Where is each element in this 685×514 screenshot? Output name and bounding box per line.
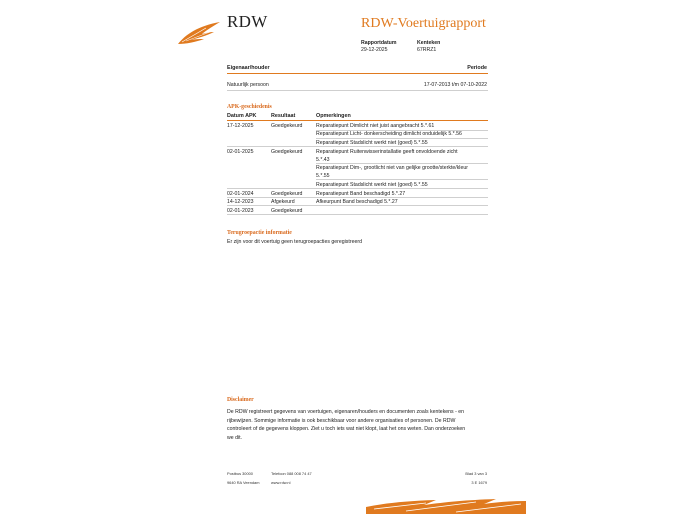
footer-code: 3 E 1679 [471,480,487,485]
apk-row-remark: Reparatiepunt Band beschadigd 5.*.27 [316,191,406,197]
row-rule [227,197,488,198]
apk-row-remark: Reparatiepunt Stadslicht werkt niet (goed) 5.*.55 [316,182,428,188]
disclaimer-line: controleert of de gegevens kloppen. Ziet u toch iets wat niet klopt, laat het ons weten. Dan onderzoeken [227,426,466,433]
rapportdatum-label: Rapportdatum [361,40,397,46]
footer-website[interactable]: www.rdw.nl [271,480,291,485]
apk-row-remark: Reparatiepunt Ruitenwisserinstallatie geeft onvoldoende zicht [316,149,458,155]
apk-col-date: Datum APK [227,113,257,119]
apk-row-date: 02-01-2025 [227,149,254,155]
owner-rule [227,73,488,74]
recall-title: Terugroepactie informatie [227,230,292,236]
apk-title: APK-geschiedenis [227,104,272,110]
period-heading: Periode [467,65,487,71]
footer-telefoon: Telefoon 088 008 74 47 [271,471,312,476]
row-rule [227,205,488,206]
rapportdatum-value: 29-12-2025 [361,47,388,53]
disclaimer-line: De RDW registreert gegevens van voertuigen, eigenaren/houders en documenten zoals kentekens - en [227,409,465,415]
apk-row-date: 02-01-2023 [227,208,254,214]
disclaimer-title: Disclaimer [227,397,254,403]
apk-row-remark: 5.*.55 [316,173,330,179]
apk-row-remark: Reparatiepunt Stadslicht werkt niet (goed) 5.*.55 [316,140,428,146]
remark-rule [316,163,488,164]
apk-row-result: Goedgekeurd [271,208,303,214]
owner-period: 17-07-2013 t/m 07-10-2022 [423,82,487,88]
owner-row-rule [227,90,488,91]
rdw-logo-icon [176,20,222,46]
apk-row-remark: Reparatiepunt Dim-, grootlicht niet van gelijke grootte/sterkte/kleur [316,165,468,171]
apk-row-remark: 5.*.43 [316,157,330,163]
footer-page: Blad 3 van 3 [465,471,487,476]
remark-rule [316,138,488,139]
recall-text: Er zijn voor dit voertuig geen terugroepacties geregistreerd [227,239,362,245]
owner-type: Natuurlijk persoon [227,82,269,88]
disclaimer-line: rijbewijzen. Sommige informatie is ook beschikbaar voor andere organisaties of personen. De RDW [227,417,456,424]
disclaimer-line: we dit. [227,434,242,441]
apk-col-remarks: Opmerkingen [316,113,351,119]
apk-row-remark: Reparatiepunt Dimlicht niet juist aangebracht 5.*.61 [316,123,435,129]
apk-row-date: 02-01-2024 [227,191,254,197]
apk-row-date: 14-12-2023 [227,199,254,205]
apk-row-result: Goedgekeurd [271,191,303,197]
row-rule [227,214,488,215]
apk-header-rule [227,120,488,121]
owner-heading: Eigenaar/houder [227,65,270,71]
disclaimer-text [227,408,489,442]
kenteken-label: Kenteken [417,40,441,46]
row-rule [227,146,488,147]
apk-row-remark: Afkeurpunt Band beschadigd 5.*.27 [316,199,398,205]
logo-text: RDW [227,12,268,31]
footer-postbus: Postbus 30000 [227,471,253,476]
remark-rule [316,179,488,180]
apk-row-result: Goedgekeurd [271,149,303,155]
apk-row-remark: Reparatiepunt Licht- donkerscheiding dimlicht onduidelijk 5.*.56 [316,131,462,137]
apk-col-result: Resultaat [271,113,296,119]
kenteken-value: 67RRZ1 [417,47,437,53]
apk-row-result: Goedgekeurd [271,123,303,129]
row-rule [227,188,488,189]
footer-city: 9640 RA Veendam [227,480,260,485]
report-title: RDW-Voertuigrapport [361,16,486,31]
apk-row-result: Afgekeurd [271,199,295,205]
footer-wave-icon [366,497,526,514]
apk-row-date: 17-12-2025 [227,123,254,129]
